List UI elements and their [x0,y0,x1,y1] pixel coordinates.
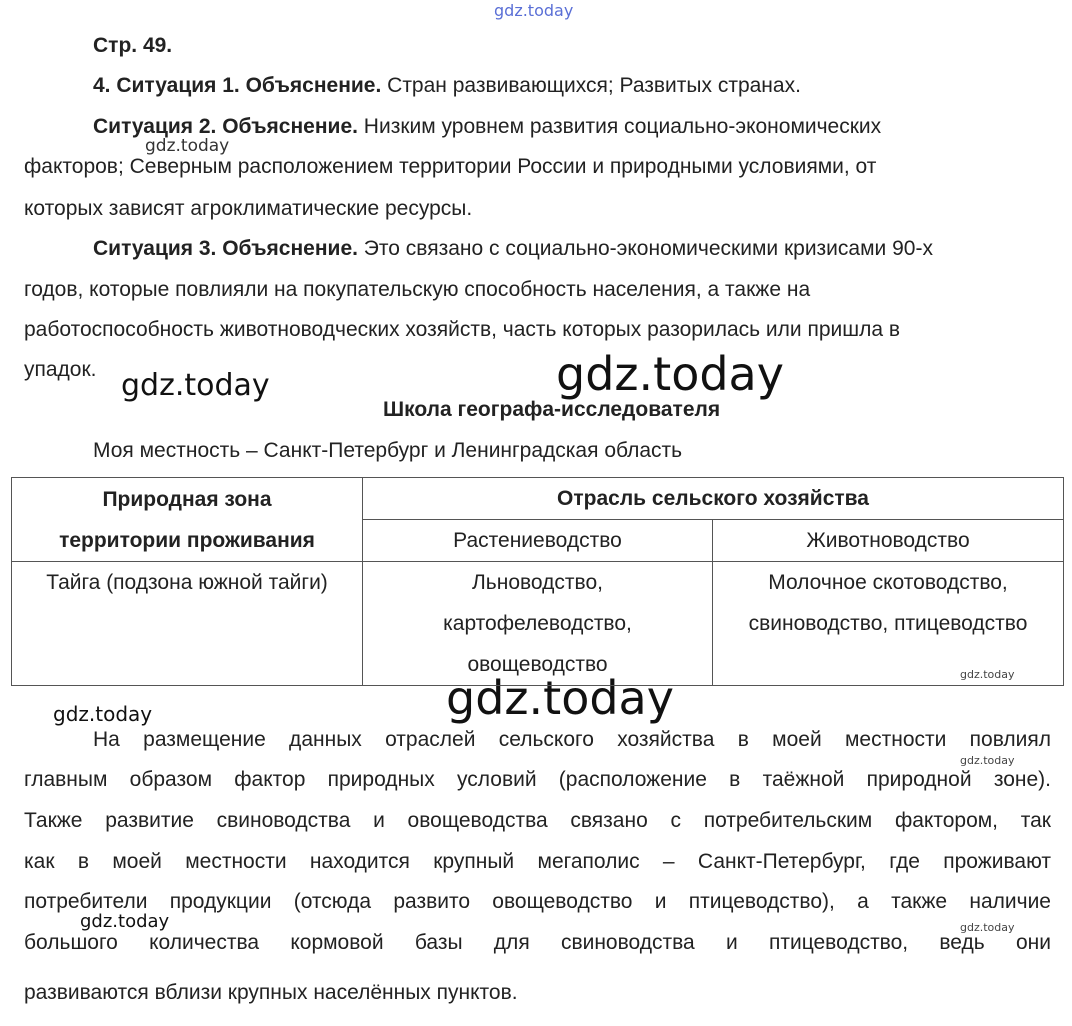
livestock-line-1: Молочное скотоводство, [768,571,1008,594]
situation-1 [93,74,801,98]
watermark-tiny-2: gdz.today [960,754,1015,767]
crop-line-2: картофелеводство, [443,612,632,635]
watermark-small-3: gdz.today [80,911,170,932]
watermark-medium-1: gdz.today [121,368,270,403]
conclusion-line-6: большого количества кормовой базы для свиноводства и птицеводство, ведь они [24,931,1051,954]
locality-line: Моя местность – Санкт-Петербург и Ленинградская область [93,439,683,462]
situation-3-line-2: годов, которые повлияли на покупательскую способность населения, а также на [24,278,811,301]
zone-header-line-2: территории проживания [59,528,315,552]
conclusion-line-5: потребители продукции (отсюда развито овощеводство и птицеводство), а также наличие [24,890,1051,913]
conclusion-line-3: Также развитие свиноводства и овощеводства связано с потребительским фактором, так [24,809,1051,832]
agriculture-table [11,477,1064,686]
branch-header-cell: Отрасль сельского хозяйства [363,478,1064,520]
livestock-line-2: свиноводство, птицеводство [748,612,1028,635]
situation-2-text: Низким уровнем развития социально-экономических [357,115,882,138]
watermark-small-2: gdz.today [53,702,153,726]
conclusion-line-7: развиваются вблизи крупных населённых пунктов. [24,981,518,1004]
section-title: Школа географа-исследователя [383,398,721,421]
watermark-large-1: gdz.today [556,347,784,401]
zone-header-line-1: Природная зона [102,487,272,511]
situation-3-label: Ситуация 3. Объяснение. [93,237,358,260]
zone-header-cell [12,478,363,562]
situation-2-line-1 [93,115,881,139]
crop-line-1: Льноводство, [472,571,603,594]
livestock-header-cell: Животноводство [713,520,1064,562]
situation-2-label: Ситуация 2. Объяснение. [93,115,358,138]
watermark-tiny-3: gdz.today [960,921,1015,934]
situation-1-label: 4. Ситуация 1. Объяснение. [93,74,382,97]
situation-3-line-4: упадок. [24,358,97,381]
situation-2-line-2: факторов; Северным расположением территории России и природными условиями, от [24,155,877,178]
watermark-top: gdz.today [494,1,574,20]
situation-3-text: Это связано с социально-экономическими кризисами 90-х [357,237,933,260]
conclusion-line-4: как в моей местности находится крупный мегаполис – Санкт-Петербург, где проживают [24,850,1051,873]
crop-line-3: овощеводство [467,653,608,676]
watermark-small-1: gdz.today [145,136,230,156]
situation-3-line-1 [93,237,933,261]
crop-value-cell [363,562,713,686]
situation-3-line-3: работоспособность животноводческих хозяйств, часть которых разорилась или пришла в [24,318,901,341]
livestock-value-cell [713,562,1064,686]
situation-2-line-3: которых зависят агроклиматические ресурсы. [24,197,473,220]
watermark-tiny-1: gdz.today [960,668,1015,681]
conclusion-line-2: главным образом фактор природных условий (расположение в таёжной природной зоне). [24,768,1051,791]
conclusion-line-1: На размещение данных отраслей сельского хозяйства в моей местности повлиял [93,728,1051,751]
page-reference: Стр. 49. [93,34,173,57]
situation-1-text: Стран развивающихся; Развитых странах. [381,74,801,97]
zone-value-cell: Тайга (подзона южной тайги) [12,562,363,686]
crop-header-cell: Растениеводство [363,520,713,562]
watermark-large-2: gdz.today [446,671,674,725]
